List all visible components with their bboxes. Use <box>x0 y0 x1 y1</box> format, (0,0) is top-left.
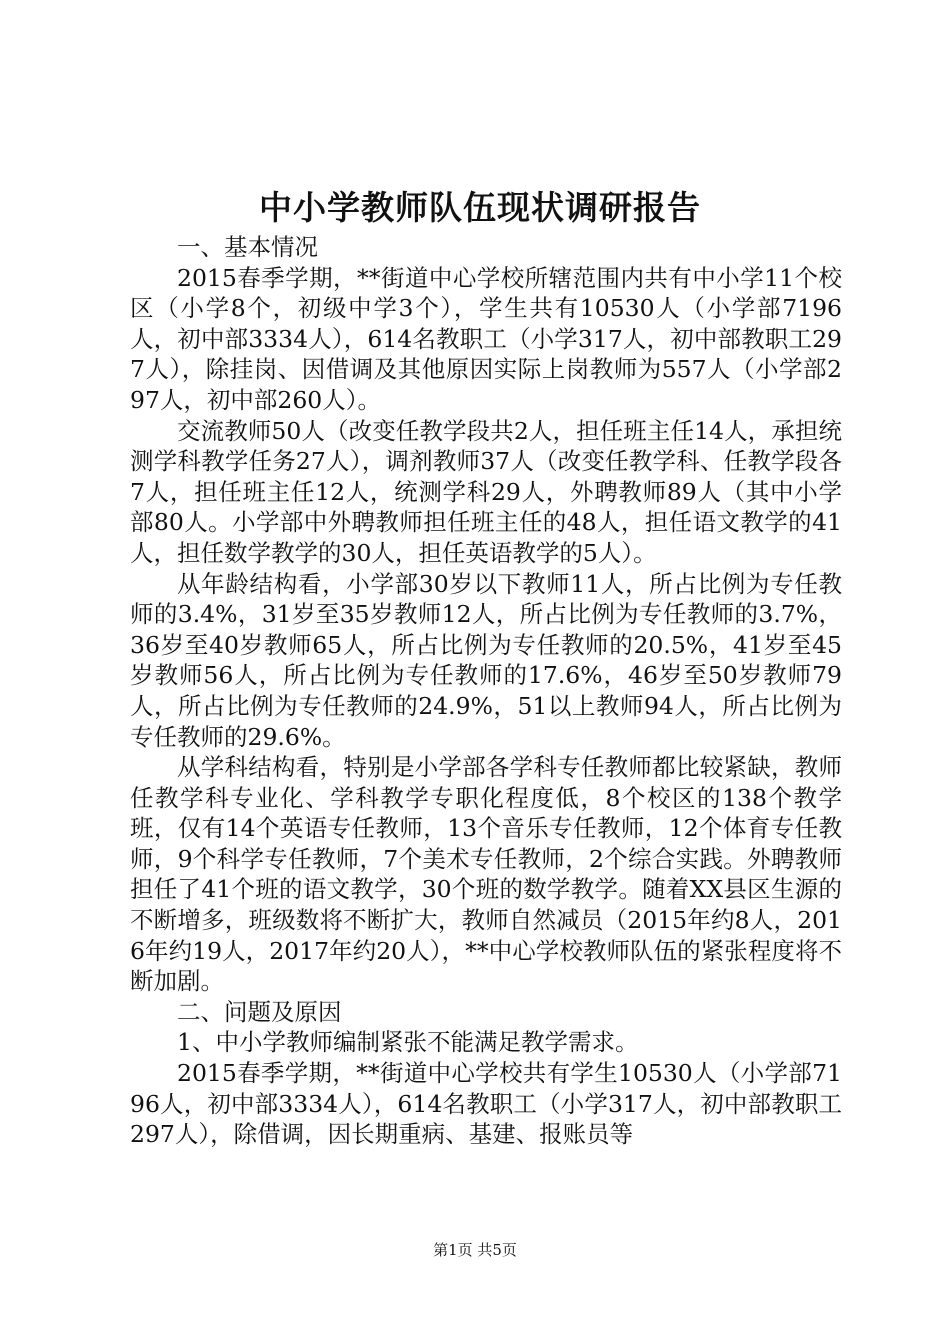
section-heading-problems: 二、问题及原因 <box>177 997 342 1026</box>
section-heading-basic: 一、基本情况 <box>177 233 318 261</box>
paragraph-exchange-teachers: 交流教师50人（改变任教学段共2人，担任班主任14人，承担统测学科教学任务27人），调剂教师37人（改变任教学科、任教学段各7人，担任班主任12人，统测学科29人，外聘教师89人（其中小学部80人。小学部中外聘教师担任班主任的48人，担任语文教学的41人，担任数学教学的30人，担任英语教学的5人）。 <box>130 416 842 567</box>
paragraph-overview: 2015春季学期，**街道中心学校所辖范围内共有中小学11个校区（小学8个，初级中学3个），学生共有10530人（小学部7196人，初中部3334人），614名教职工（小学317人，初中部教职工297人），除挂岗、因借调及其他原因实际上岗教师为557人（小学部297人，初中部260人）。 <box>130 263 842 414</box>
document-title: 中小学教师队伍现状调研报告 <box>259 188 701 227</box>
document-body <box>130 232 842 1150</box>
page-footer: 第1页 共5页 <box>433 1241 517 1259</box>
paragraph-subject-structure: 从学科结构看，特别是小学部各学科专任教师都比较紧缺，教师任教学科专业化、学科教学专职化程度低，8个校区的138个教学班，仅有14个英语专任教师，13个音乐专任教师，12个体育专任教师，9个科学专任教师，7个美术专任教师，2个综合实践。外聘教师担任了41个班的语文教学，30个班的数学教学。随着XX县区生源的不断增多，班级数将不断扩大，教师自然减员（2015年约8人，2016年约19人，2017年约20人），**中心学校教师队伍的紧张程度将不断加剧。 <box>130 753 842 996</box>
paragraph-staffing-detail: 2015春季学期，**街道中心学校共有学生10530人（小学部7196人，初中部3334人），614名教职工（小学317人，初中部教职工297人），除借调，因长期重病、基建、报账员等 <box>130 1059 842 1149</box>
subheading-staffing: 1、中小学教师编制紧张不能满足教学需求。 <box>177 1028 639 1057</box>
paragraph-age-structure: 从年龄结构看，小学部30岁以下教师11人，所占比例为专任教师的3.4%，31岁至35岁教师12人，所占比例为专任教师的3.7%，36岁至40岁教师65人，所占比例为专任教师的20.5%，41岁至45岁教师56人，所占比例为专任教师的17.6%，46岁至50岁教师79人，所占比例为专任教师的24.9%，51以上教师94人，所占比例为专任教师的29.6%。 <box>130 569 842 751</box>
